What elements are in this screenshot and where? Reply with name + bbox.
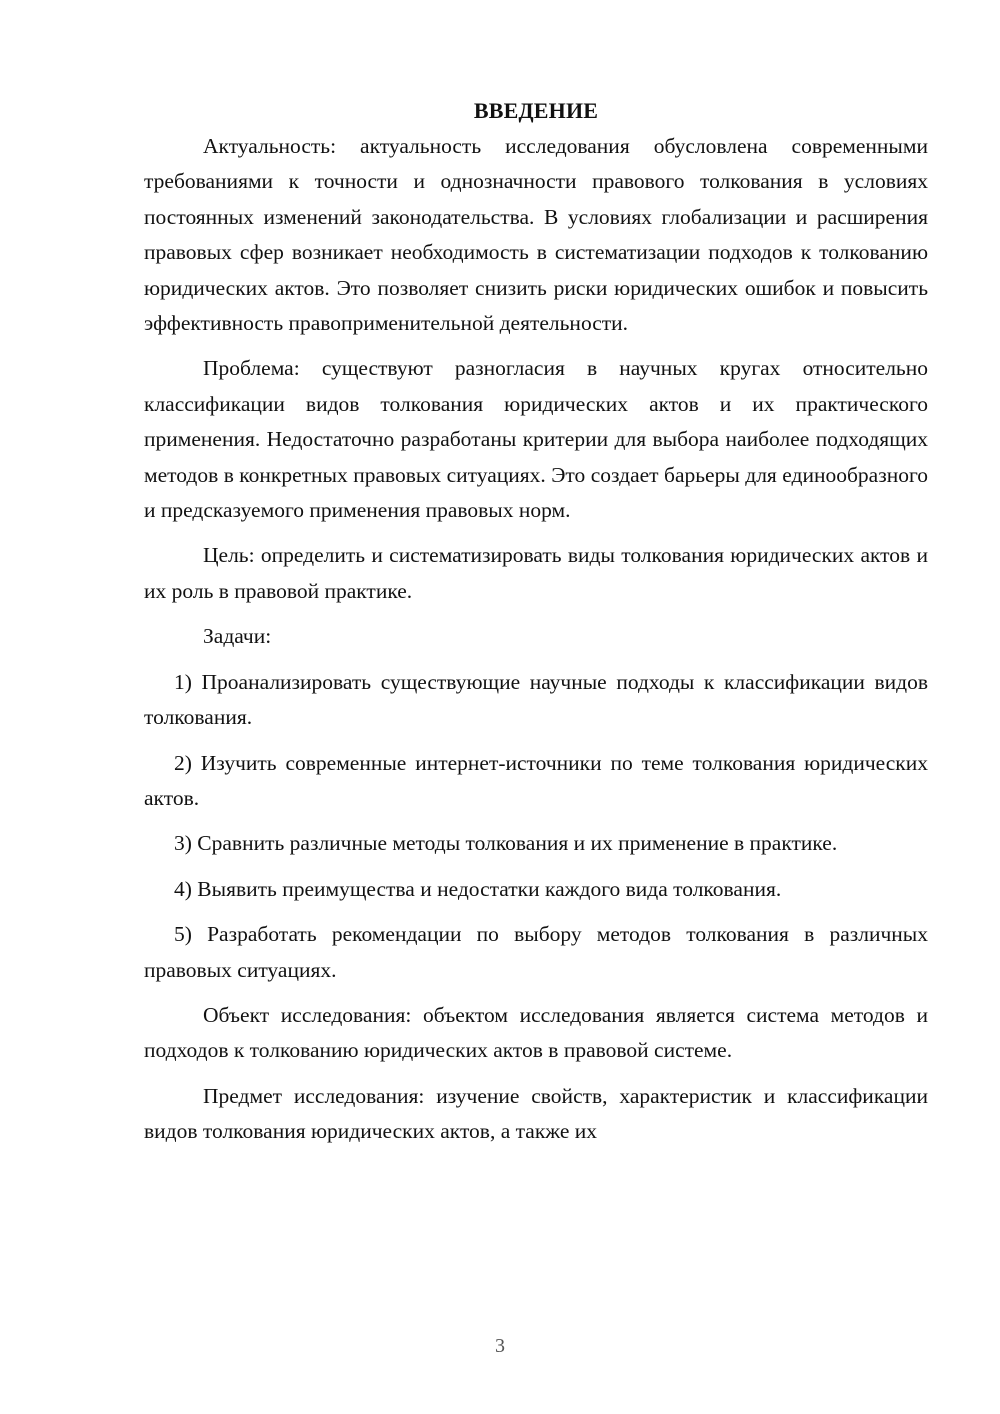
paragraph-relevance: Актуальность: актуальность исследования обусловлена современными требованиями к точности и однозначности правового толкования в условиях постоянных изменений законодательства. В условиях глобализации и расширения правовых сфер возникает необходимость в систематизации подходов к толкованию юридических актов. Это позволяет снизить риски юридических ошибок и повысить эффективность правоприменительной деятельности. (144, 134, 928, 336)
paragraph-subject: Предмет исследования: изучение свойств, характеристик и классификации видов толкования юридических актов, а также их (144, 1083, 928, 1144)
paragraph-problem: Проблема: существуют разногласия в научных кругах относительно классификации видов толкования юридических актов и их практического применения. Недостаточно разработаны критерии для выбора наиболее подходящих методов в конкретных правовых ситуациях. Это создает барьеры для единообразного и предсказуемого применения правовых норм. (144, 356, 928, 523)
task-item-4: 4) Выявить преимущества и недостатки каждого вида толкования. (174, 876, 782, 901)
paragraph-goal: Цель: определить и систематизировать виды толкования юридических актов и их роль в правовой практике. (144, 543, 928, 603)
paragraph-object: Объект исследования: объектом исследования является система методов и подходов к толкованию юридических актов в правовой системе. (144, 1002, 928, 1063)
task-item-2: 2) Изучить современные интернет-источники по теме толкования юридических актов. (144, 750, 928, 810)
page-number: 3 (495, 1335, 505, 1357)
document-heading: ВВЕДЕНИЕ (473, 98, 599, 123)
task-item-5: 5) Разработать рекомендации по выбору методов толкования в различных правовых ситуациях. (144, 922, 928, 982)
paragraph-tasks-label: Задачи: (203, 624, 272, 649)
document-page (144, 95, 928, 1365)
task-item-3: 3) Сравнить различные методы толкования и их применение в практике. (174, 831, 838, 856)
task-item-1: 1) Проанализировать существующие научные подходы к классификации видов толкования. (144, 669, 928, 730)
